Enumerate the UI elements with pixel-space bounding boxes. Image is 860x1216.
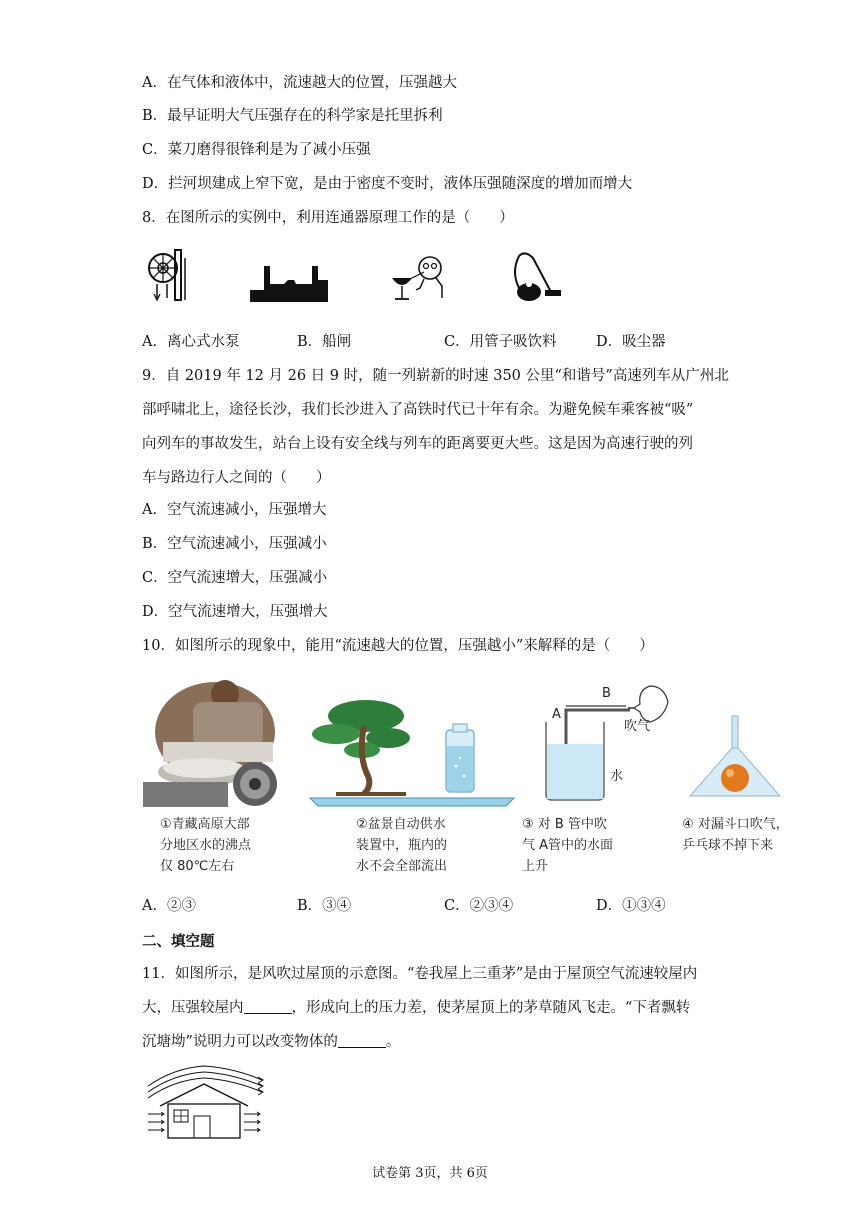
q9-stem-line2: 部呼啸北上，途径长沙，我们长沙进入了高铁时代已十年有余。为避免候车乘客被“吸” <box>142 402 694 418</box>
q7-option-a: A．在气体和液体中，流速越大的位置，压强越大 <box>142 75 457 91</box>
q7-option-c: C．菜刀磨得很锋利是为了减小压强 <box>142 142 371 158</box>
section-heading: 二、填空题 <box>142 933 215 950</box>
tube-b-label: B <box>602 686 611 701</box>
q8-option-d: D．吸尘器 <box>596 334 666 350</box>
figure4-caption <box>682 814 822 854</box>
svg-text:装置中，瓶内的: 装置中，瓶内的 <box>356 838 448 853</box>
q9-stem-line3: 向列车的事故发生，站台上设有安全线与列车的距离要更大些。这是因为高速行驶的列 <box>142 436 693 452</box>
blow-label: 吹气 <box>624 719 651 734</box>
q8-option-c: C．用管子吸饮料 <box>444 334 557 350</box>
svg-text:上升: 上升 <box>522 859 549 874</box>
svg-text:④ 对漏斗口吹气，: ④ 对漏斗口吹气， <box>682 817 789 832</box>
q8-option-a: A．离心式水泵 <box>142 334 240 350</box>
q9-option-b: B．空气流速减小，压强减小 <box>142 536 327 552</box>
q10-stem: 10．如图所示的现象中，能用“流速越大的位置，压强越小”来解释的是（ ） <box>142 638 654 654</box>
centrifugal-pump-figure <box>145 248 190 303</box>
q7-option-b: B．最早证明大气压强存在的科学家是托里拆利 <box>142 108 443 124</box>
answer-blank-2[interactable] <box>338 1033 386 1048</box>
svg-text:仅 80℃左右: 仅 80℃左右 <box>160 859 235 874</box>
q8-option-b: B．船闸 <box>297 334 352 350</box>
ship-lock-figure <box>250 262 330 304</box>
svg-text:水不会全部流出: 水不会全部流出 <box>356 859 448 874</box>
q9-stem-line4: 车与路边行人之间的（ ） <box>142 470 331 486</box>
svg-text:①青藏高原大部: ①青藏高原大部 <box>160 817 250 832</box>
drinking-straw-figure <box>390 252 450 304</box>
figure3-caption <box>522 814 652 874</box>
q10-option-b: B．③④ <box>297 898 352 914</box>
q11-line1: 11．如图所示，是风吹过屋顶的示意图。“卷我屋上三重茅”是由于屋顶空气流速较屋内 <box>142 966 698 982</box>
q9-option-a: A．空气流速减小，压强增大 <box>142 502 327 518</box>
bonsai-water-supply-figure <box>306 696 518 806</box>
svg-text:气 A管中的水面: 气 A管中的水面 <box>522 838 614 853</box>
answer-blank-1[interactable] <box>244 999 292 1014</box>
page-footer: 试卷第 3页，共 6页 <box>372 1166 488 1181</box>
vacuum-cleaner-figure <box>505 248 565 306</box>
wind-over-roof-figure <box>144 1064 274 1140</box>
water-label: 水 <box>610 769 624 784</box>
q7-option-d: D．拦河坝建成上窄下宽，是由于密度不变时，液体压强随深度的增加而增大 <box>142 176 633 192</box>
q11-line2: 大，压强较屋内 ，形成向上的压力差，使茅屋顶上的茅草随风飞走。“下者飘转 <box>142 1000 691 1016</box>
funnel-pingpong-figure <box>676 716 796 806</box>
blow-tube-figure <box>530 682 680 802</box>
q10-option-a: A．②③ <box>142 898 196 914</box>
tube-a-label: A <box>552 707 561 722</box>
q9-option-d: D．空气流速增大，压强增大 <box>142 604 328 620</box>
q10-option-c: C．②③④ <box>444 898 514 914</box>
figure1-caption <box>160 814 290 874</box>
q9-option-c: C．空气流速增大，压强减小 <box>142 570 328 586</box>
q9-stem-line1: 9．自 2019 年 12 月 26 日 9 时，随一列崭新的时速 350 公里“和谐号”高速列车从广州北 <box>142 368 729 384</box>
figure2-caption <box>356 814 486 874</box>
q8-stem: 8．在图所示的实例中，利用连通器原理工作的是（ ） <box>142 210 514 226</box>
q11-line3: 沉塘坳”说明力可以改变物体的 。 <box>142 1034 401 1050</box>
svg-text:③ 对 B 管中吹: ③ 对 B 管中吹 <box>522 817 607 832</box>
q10-option-d: D．①③④ <box>596 898 666 914</box>
svg-text:分地区水的沸点: 分地区水的沸点 <box>160 838 252 853</box>
svg-text:②盆景自动供水: ②盆景自动供水 <box>356 817 446 832</box>
svg-text:乒乓球不掉下来: 乒乓球不掉下来 <box>682 838 774 853</box>
plateau-cooking-photo <box>143 672 288 807</box>
